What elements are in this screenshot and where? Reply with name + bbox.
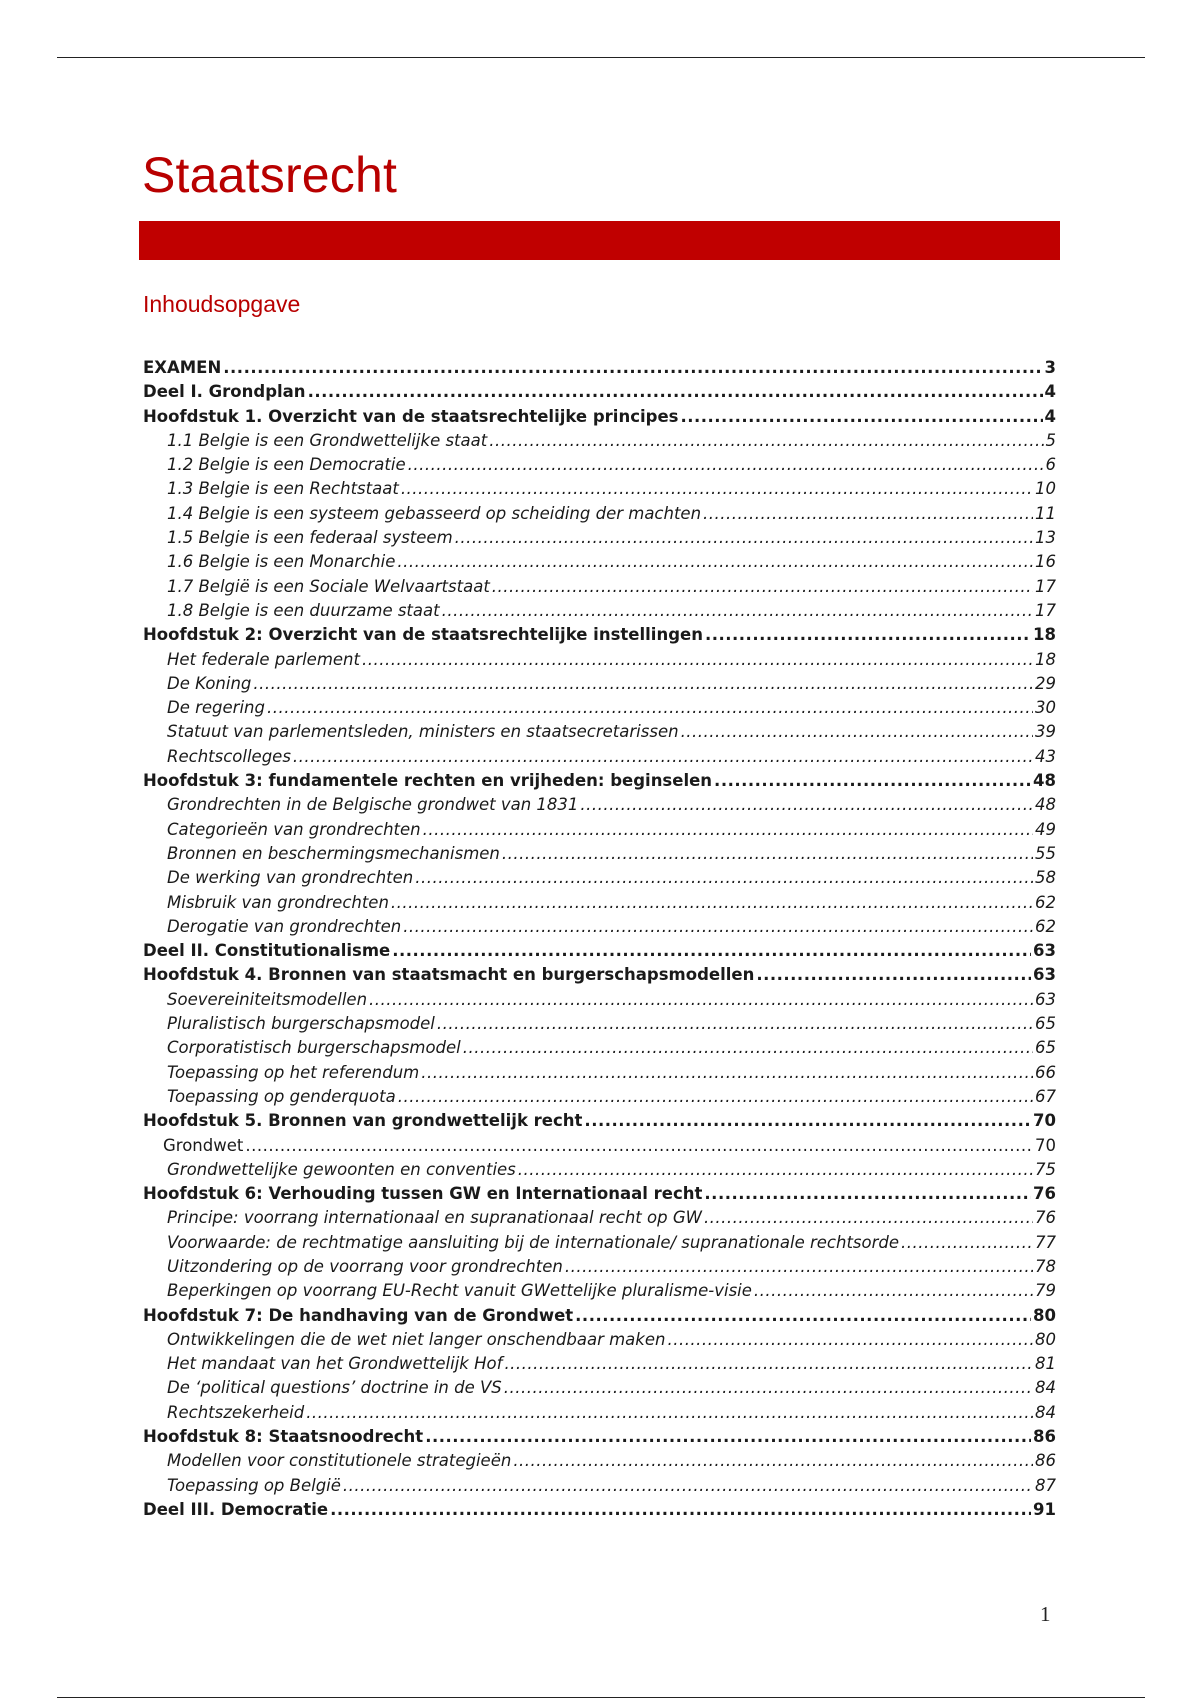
toc-dot-leader [253,674,1033,693]
toc-dot-leader [245,1136,1033,1155]
toc-entry-label: 1.2 Belgie is een Democratie [167,455,406,475]
toc-entry-page: 4 [1044,406,1056,426]
toc-entry-label: Uitzondering op de voorrang voor grondrechten [167,1256,563,1276]
toc-dot-leader [397,552,1033,571]
toc-entry[interactable] [143,1281,1056,1305]
toc-entry-label: 1.7 België is een Sociale Welvaartstaat [167,576,490,596]
toc-dot-leader [492,577,1033,596]
toc-entry-label: Ontwikkelingen die de wet niet langer onschendbaar maken [167,1329,666,1349]
toc-entry-page: 4 [1044,382,1056,402]
table-of-contents [143,358,1056,1524]
toc-dot-leader [423,820,1033,839]
toc-entry[interactable] [143,625,1056,649]
toc-entry-label: Soevereiniteitsmodellen [167,989,368,1009]
toc-entry[interactable] [143,382,1056,406]
toc-entry-page: 66 [1035,1062,1056,1082]
toc-entry[interactable] [143,552,1056,576]
toc-dot-leader [584,1111,1031,1130]
toc-dot-leader [565,1257,1033,1276]
toc-entry-page: 62 [1035,916,1056,936]
toc-entry[interactable] [143,577,1056,601]
toc-entry[interactable] [143,1184,1056,1208]
toc-entry-page: 80 [1033,1305,1056,1325]
toc-entry-label: 1.1 Belgie is een Grondwettelijke staat [167,430,488,450]
toc-entry-label: Het mandaat van het Grondwettelijk Hof [167,1354,503,1374]
toc-entry-label: Pluralistisch burgerschapsmodel [167,1014,435,1034]
toc-entry-label: Hoofdstuk 1. Overzicht van de staatsrechtelijke principes [143,406,679,426]
toc-entry[interactable] [143,990,1056,1014]
toc-entry[interactable] [143,795,1056,819]
toc-entry-page: 58 [1035,868,1056,888]
toc-entry-label: Corporatistisch burgerschapsmodel [167,1038,461,1058]
toc-dot-leader [580,795,1033,814]
toc-dot-leader [502,844,1033,863]
toc-entry[interactable] [143,1208,1056,1232]
toc-entry-label: Hoofdstuk 3: fundamentele rechten en vrijheden: beginselen [143,771,713,791]
toc-entry[interactable] [143,1354,1056,1378]
toc-dot-leader [703,504,1033,523]
toc-dot-leader [392,941,1031,960]
toc-entry-page: 3 [1044,358,1056,377]
toc-entry-label: De regering [167,698,265,718]
toc-entry-page: 65 [1035,1038,1056,1058]
toc-entry-page: 30 [1035,698,1056,718]
toc-dot-leader [401,479,1033,498]
toc-entry[interactable] [143,1378,1056,1402]
toc-entry[interactable] [143,1257,1056,1281]
toc-dot-leader [308,382,1043,401]
toc-entry-label: Bronnen en beschermingsmechanismen [167,843,500,863]
toc-entry[interactable] [143,917,1056,941]
toc-entry-page: 13 [1035,528,1056,548]
toc-entry-page: 55 [1035,843,1056,863]
toc-entry[interactable] [143,674,1056,698]
toc-entry-label: Voorwaarde: de rechtmatige aansluiting bij de internationale/ supranationale rechtsorde [167,1232,900,1252]
toc-entry-page: 29 [1035,673,1056,693]
toc-dot-leader [680,407,1042,426]
toc-entry-label: Modellen voor constitutionele strategieën [167,1451,512,1471]
toc-entry[interactable] [143,747,1056,771]
toc-entry-label: De Koning [167,673,252,693]
toc-dot-leader [442,601,1033,620]
toc-entry-label: Beperkingen op voorrang EU-Recht vanuit GWettelijke pluralisme-visie [167,1281,752,1301]
toc-dot-leader [437,1014,1033,1033]
page-number: 1 [1040,1602,1051,1626]
toc-entry[interactable] [143,455,1056,479]
toc-entry[interactable] [143,1087,1056,1111]
toc-entry[interactable] [143,1330,1056,1354]
toc-entry-page: 77 [1035,1232,1056,1252]
toc-dot-leader [667,1330,1033,1349]
toc-entry-page: 91 [1033,1499,1056,1519]
toc-entry-page: 63 [1033,965,1056,985]
toc-entry-label: Principe: voorrang internationaal en supranationaal recht op GW [167,1208,702,1228]
toc-dot-leader [704,1208,1033,1227]
toc-entry[interactable] [143,771,1056,795]
toc-entry-label: Hoofdstuk 8: Staatsnoodrecht [143,1427,424,1447]
toc-dot-leader [714,771,1031,790]
toc-entry[interactable] [143,1038,1056,1062]
toc-dot-leader [455,528,1033,547]
toc-dot-leader [362,650,1033,669]
toc-entry-page: 70 [1033,1111,1056,1131]
toc-entry[interactable] [143,722,1056,746]
toc-entry-page: 11 [1035,503,1056,523]
toc-entry-page: 76 [1035,1208,1056,1228]
header-rule [57,57,1145,58]
toc-dot-leader [575,1306,1031,1325]
toc-entry-page: 10 [1035,479,1056,499]
toc-entry-label: Toepassing op het referendum [167,1062,420,1082]
toc-entry[interactable] [143,431,1056,455]
toc-entry-page: 84 [1035,1402,1056,1422]
toc-entry-page: 63 [1033,941,1056,961]
toc-dot-leader [267,698,1033,717]
toc-dot-leader [489,431,1043,450]
toc-entry-page: 16 [1035,552,1056,572]
toc-entry[interactable] [143,868,1056,892]
toc-entry-label: Deel III. Democratie [143,1499,329,1519]
toc-entry[interactable] [143,844,1056,868]
toc-entry[interactable] [143,1403,1056,1427]
toc-entry-label: Hoofdstuk 6: Verhouding tussen GW en Internationaal recht [143,1184,703,1204]
toc-entry-page: 79 [1035,1281,1056,1301]
toc-entry[interactable] [143,941,1056,965]
toc-entry-label: 1.8 Belgie is een duurzame staat [167,600,440,620]
toc-entry-page: 86 [1035,1451,1056,1471]
toc-entry-label: Grondwet [163,1135,244,1155]
toc-entry-page: 84 [1035,1378,1056,1398]
toc-entry[interactable] [143,1136,1056,1160]
toc-entry-page: 39 [1035,722,1056,742]
toc-entry[interactable] [143,358,1056,382]
toc-entry-page: 86 [1033,1427,1056,1447]
toc-dot-leader [754,1281,1033,1300]
toc-entry-label: 1.5 Belgie is een federaal systeem [167,528,453,548]
toc-heading: Inhoudsopgave [143,291,301,317]
toc-dot-leader [293,747,1033,766]
toc-entry[interactable] [143,1451,1056,1475]
toc-entry[interactable] [143,1160,1056,1184]
toc-dot-leader [518,1160,1033,1179]
toc-dot-leader [463,1038,1033,1057]
toc-entry[interactable] [143,1111,1056,1135]
toc-dot-leader [681,722,1033,741]
toc-entry-label: Deel II. Constitutionalisme [143,941,391,961]
toc-entry-page: 17 [1035,600,1056,620]
toc-entry-page: 48 [1035,795,1056,815]
toc-dot-leader [223,358,1042,377]
toc-dot-leader [704,1184,1031,1203]
toc-entry[interactable] [143,820,1056,844]
toc-dot-leader [408,455,1044,474]
toc-entry[interactable] [143,650,1056,674]
toc-entry-label: Grondwettelijke gewoonten en conventies [167,1159,516,1179]
toc-entry-page: 67 [1035,1086,1056,1106]
toc-entry-label: Hoofdstuk 7: De handhaving van de Grondwet [143,1305,574,1325]
toc-entry-page: 78 [1035,1256,1056,1276]
toc-entry-label: Rechtscolleges [167,746,291,766]
toc-entry-label: Statuut van parlementsleden, ministers en staatsecretarissen [167,722,679,742]
toc-entry-label: De werking van grondrechten [167,868,414,888]
toc-dot-leader [504,1378,1033,1397]
footer-rule [57,1697,1145,1698]
toc-entry-label: Grondrechten in de Belgische grondwet van 1831 [167,795,579,815]
toc-entry[interactable] [143,1014,1056,1038]
toc-entry[interactable] [143,965,1056,989]
toc-entry-page: 81 [1035,1354,1056,1374]
toc-entry[interactable] [143,698,1056,722]
toc-entry[interactable] [143,528,1056,552]
toc-dot-leader [425,1427,1031,1446]
toc-entry-label: Derogatie van grondrechten [167,916,402,936]
toc-entry[interactable] [143,1306,1056,1330]
toc-entry[interactable] [143,601,1056,625]
toc-entry-page: 18 [1033,625,1056,645]
toc-entry[interactable] [143,1427,1056,1451]
toc-entry-page: 63 [1035,989,1056,1009]
toc-entry-page: 80 [1035,1329,1056,1349]
toc-dot-leader [369,990,1033,1009]
toc-entry-label: EXAMEN [143,358,222,377]
toc-entry-page: 48 [1033,771,1056,791]
toc-entry-label: Hoofdstuk 4. Bronnen van staatsmacht en burgerschapsmodellen [143,965,755,985]
toc-dot-leader [415,868,1033,887]
toc-entry[interactable] [143,1500,1056,1524]
toc-entry-label: Het federale parlement [167,649,360,669]
toc-entry-label: Misbruik van grondrechten [167,892,389,912]
toc-entry-page: 70 [1035,1135,1056,1155]
toc-entry-page: 6 [1045,455,1056,475]
toc-entry[interactable] [143,1063,1056,1087]
toc-entry[interactable] [143,1233,1056,1257]
toc-entry[interactable] [143,504,1056,528]
toc-entry-page: 65 [1035,1014,1056,1034]
toc-entry-label: Deel I. Grondplan [143,382,306,402]
toc-entry-page: 75 [1035,1159,1056,1179]
toc-entry-label: 1.6 Belgie is een Monarchie [167,552,396,572]
toc-dot-leader [391,893,1033,912]
toc-entry-label: Toepassing op België [167,1475,341,1495]
toc-dot-leader [403,917,1033,936]
toc-entry-page: 62 [1035,892,1056,912]
toc-entry-label: 1.4 Belgie is een systeem gebasseerd op scheiding der machten [167,503,702,523]
toc-dot-leader [421,1063,1033,1082]
toc-dot-leader [343,1476,1033,1495]
toc-dot-leader [756,965,1031,984]
toc-dot-leader [901,1233,1033,1252]
toc-entry-label: 1.3 Belgie is een Rechtstaat [167,479,399,499]
toc-dot-leader [306,1403,1033,1422]
toc-entry-label: Hoofdstuk 2: Overzicht van de staatsrechtelijke instellingen [143,625,703,645]
toc-entry[interactable] [143,1476,1056,1500]
toc-dot-leader [398,1087,1033,1106]
toc-entry-label: De ‘political questions’ doctrine in de VS [167,1378,502,1398]
toc-entry-page: 49 [1035,819,1056,839]
toc-entry-page: 5 [1045,430,1056,450]
toc-entry[interactable] [143,479,1056,503]
toc-entry-page: 43 [1035,746,1056,766]
document-title: Staatsrecht [142,147,398,203]
toc-entry-page: 18 [1035,649,1056,669]
toc-entry-label: Hoofdstuk 5. Bronnen van grondwettelijk recht [143,1111,583,1131]
toc-dot-leader [330,1500,1031,1519]
toc-entry-label: Rechtszekerheid [167,1402,305,1422]
toc-dot-leader [504,1354,1033,1373]
toc-entry-page: 76 [1033,1184,1056,1204]
toc-dot-leader [705,625,1031,644]
toc-entry-page: 87 [1035,1475,1056,1495]
toc-entry-label: Toepassing op genderquota [167,1086,396,1106]
toc-dot-leader [513,1451,1033,1470]
toc-entry-label: Categorieën van grondrechten [167,819,421,839]
toc-entry[interactable] [143,407,1056,431]
title-accent-bar [139,221,1060,260]
toc-entry[interactable] [143,893,1056,917]
toc-entry-page: 17 [1035,576,1056,596]
